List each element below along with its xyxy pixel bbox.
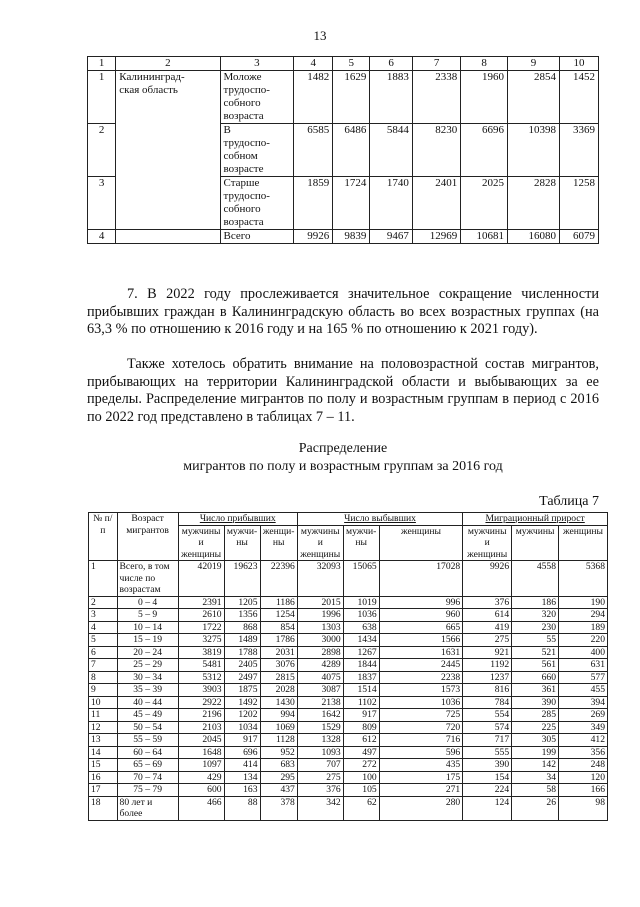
value-cell: 5481 bbox=[178, 659, 224, 672]
value-cell: 1642 bbox=[297, 709, 343, 722]
value-cell: 707 bbox=[297, 759, 343, 772]
table-header-row bbox=[88, 57, 599, 71]
table-row bbox=[89, 784, 608, 797]
header-age-cell: Возраст мигрантов bbox=[117, 513, 178, 561]
table-row bbox=[89, 634, 608, 647]
value-cell: 320 bbox=[512, 609, 559, 622]
column-number-cell: 5 bbox=[333, 57, 370, 71]
value-cell: 696 bbox=[224, 746, 260, 759]
row-number-cell: 3 bbox=[88, 177, 116, 230]
value-cell: 1069 bbox=[260, 721, 297, 734]
table-label: Таблица 7 bbox=[539, 494, 599, 509]
value-cell: 294 bbox=[559, 609, 608, 622]
value-cell: 854 bbox=[260, 621, 297, 634]
value-cell: 390 bbox=[512, 696, 559, 709]
column-number-cell: 4 bbox=[294, 57, 333, 71]
value-cell: 600 bbox=[178, 784, 224, 797]
value-cell: 1724 bbox=[333, 177, 370, 230]
row-number-cell: 10 bbox=[89, 696, 118, 709]
value-cell: 42019 bbox=[178, 561, 224, 597]
row-number-cell: 2 bbox=[88, 124, 116, 177]
age-cell: 15 – 19 bbox=[117, 634, 178, 647]
value-cell: 220 bbox=[559, 634, 608, 647]
value-cell: 10398 bbox=[507, 124, 559, 177]
value-cell: 1489 bbox=[224, 634, 260, 647]
value-cell: 105 bbox=[343, 784, 379, 797]
table-row bbox=[89, 609, 608, 622]
table-row bbox=[88, 71, 599, 124]
value-cell: 349 bbox=[559, 721, 608, 734]
value-cell: 1996 bbox=[297, 609, 343, 622]
value-cell: 554 bbox=[463, 709, 512, 722]
value-cell: 230 bbox=[512, 621, 559, 634]
value-cell: 275 bbox=[463, 634, 512, 647]
value-cell: 2610 bbox=[178, 609, 224, 622]
subheader-cell: мужчи-ны bbox=[224, 525, 260, 561]
row-number-cell: 1 bbox=[89, 561, 118, 597]
value-cell: 1303 bbox=[297, 621, 343, 634]
value-cell: 1514 bbox=[343, 684, 379, 697]
value-cell: 717 bbox=[463, 734, 512, 747]
subheader-cell: мужчины и женщины bbox=[463, 525, 512, 561]
value-cell: 921 bbox=[463, 646, 512, 659]
value-cell: 2015 bbox=[297, 596, 343, 609]
value-cell: 6079 bbox=[560, 230, 599, 244]
value-cell: 9839 bbox=[333, 230, 370, 244]
value-cell: 5368 bbox=[559, 561, 608, 597]
table-row bbox=[89, 721, 608, 734]
value-cell: 1356 bbox=[224, 609, 260, 622]
value-cell: 1960 bbox=[461, 71, 508, 124]
value-cell: 295 bbox=[260, 771, 297, 784]
age-cell: 60 – 64 bbox=[117, 746, 178, 759]
value-cell: 574 bbox=[463, 721, 512, 734]
row-number-cell: 18 bbox=[89, 796, 118, 820]
value-cell: 3369 bbox=[560, 124, 599, 177]
subheader-cell: женщины bbox=[379, 525, 463, 561]
row-number-cell: 17 bbox=[89, 784, 118, 797]
age-cell: 35 – 39 bbox=[117, 684, 178, 697]
value-cell: 1566 bbox=[379, 634, 463, 647]
value-cell: 437 bbox=[260, 784, 297, 797]
table-row bbox=[89, 759, 608, 772]
value-cell: 1102 bbox=[343, 696, 379, 709]
value-cell: 280 bbox=[379, 796, 463, 820]
age-group-cell: Старше трудоспо- собного возраста bbox=[220, 177, 294, 230]
value-cell: 2497 bbox=[224, 671, 260, 684]
value-cell: 2238 bbox=[379, 671, 463, 684]
value-cell: 271 bbox=[379, 784, 463, 797]
value-cell: 5312 bbox=[178, 671, 224, 684]
subheader-cell: мужчи-ны bbox=[343, 525, 379, 561]
value-cell: 2815 bbox=[260, 671, 297, 684]
value-cell: 275 bbox=[297, 771, 343, 784]
column-number-cell: 9 bbox=[507, 57, 559, 71]
value-cell: 660 bbox=[512, 671, 559, 684]
value-cell: 1019 bbox=[343, 596, 379, 609]
value-cell: 1128 bbox=[260, 734, 297, 747]
value-cell: 100 bbox=[343, 771, 379, 784]
value-cell: 2854 bbox=[507, 71, 559, 124]
value-cell: 994 bbox=[260, 709, 297, 722]
value-cell: 521 bbox=[512, 646, 559, 659]
age-cell: 70 – 74 bbox=[117, 771, 178, 784]
value-cell: 17028 bbox=[379, 561, 463, 597]
value-cell: 55 bbox=[512, 634, 559, 647]
row-number-cell: 15 bbox=[89, 759, 118, 772]
value-cell: 2196 bbox=[178, 709, 224, 722]
column-number-cell: 3 bbox=[220, 57, 294, 71]
region-cell bbox=[116, 230, 220, 244]
value-cell: 376 bbox=[297, 784, 343, 797]
column-number-cell: 6 bbox=[370, 57, 413, 71]
value-cell: 361 bbox=[512, 684, 559, 697]
value-cell: 1202 bbox=[224, 709, 260, 722]
value-cell: 414 bbox=[224, 759, 260, 772]
age-cell: 50 – 54 bbox=[117, 721, 178, 734]
value-cell: 1740 bbox=[370, 177, 413, 230]
row-number-cell: 8 bbox=[89, 671, 118, 684]
value-cell: 1629 bbox=[333, 71, 370, 124]
value-cell: 784 bbox=[463, 696, 512, 709]
table-row bbox=[89, 659, 608, 672]
subheader-cell: мужчины и женщины bbox=[178, 525, 224, 561]
age-group-table bbox=[87, 56, 599, 244]
value-cell: 4289 bbox=[297, 659, 343, 672]
value-cell: 19623 bbox=[224, 561, 260, 597]
value-cell: 62 bbox=[343, 796, 379, 820]
value-cell: 6486 bbox=[333, 124, 370, 177]
value-cell: 631 bbox=[559, 659, 608, 672]
value-cell: 725 bbox=[379, 709, 463, 722]
value-cell: 561 bbox=[512, 659, 559, 672]
subheader-cell: мужчины bbox=[512, 525, 559, 561]
value-cell: 596 bbox=[379, 746, 463, 759]
value-cell: 3903 bbox=[178, 684, 224, 697]
value-cell: 189 bbox=[559, 621, 608, 634]
value-cell: 1254 bbox=[260, 609, 297, 622]
age-cell: 20 – 24 bbox=[117, 646, 178, 659]
column-number-cell: 2 bbox=[116, 57, 220, 71]
value-cell: 1192 bbox=[463, 659, 512, 672]
value-cell: 2922 bbox=[178, 696, 224, 709]
migrants-sex-age-table bbox=[88, 512, 608, 821]
value-cell: 22396 bbox=[260, 561, 297, 597]
value-cell: 2103 bbox=[178, 721, 224, 734]
age-cell: 80 лет и более bbox=[117, 796, 178, 820]
age-cell: 10 – 14 bbox=[117, 621, 178, 634]
row-number-cell: 3 bbox=[89, 609, 118, 622]
value-cell: 5844 bbox=[370, 124, 413, 177]
value-cell: 142 bbox=[512, 759, 559, 772]
value-cell: 356 bbox=[559, 746, 608, 759]
age-cell: 40 – 44 bbox=[117, 696, 178, 709]
table-row bbox=[89, 561, 608, 597]
value-cell: 3819 bbox=[178, 646, 224, 659]
value-cell: 1328 bbox=[297, 734, 343, 747]
age-cell: 55 – 59 bbox=[117, 734, 178, 747]
value-cell: 2338 bbox=[412, 71, 460, 124]
value-cell: 3275 bbox=[178, 634, 224, 647]
value-cell: 996 bbox=[379, 596, 463, 609]
value-cell: 435 bbox=[379, 759, 463, 772]
value-cell: 225 bbox=[512, 721, 559, 734]
value-cell: 12969 bbox=[412, 230, 460, 244]
value-cell: 1093 bbox=[297, 746, 343, 759]
subheader-cell: женщи-ны bbox=[260, 525, 297, 561]
table-row bbox=[89, 671, 608, 684]
value-cell: 1097 bbox=[178, 759, 224, 772]
row-number-cell: 13 bbox=[89, 734, 118, 747]
value-cell: 683 bbox=[260, 759, 297, 772]
value-cell: 2031 bbox=[260, 646, 297, 659]
value-cell: 6696 bbox=[461, 124, 508, 177]
value-cell: 1529 bbox=[297, 721, 343, 734]
table-row bbox=[89, 684, 608, 697]
row-number-cell: 9 bbox=[89, 684, 118, 697]
table-header-row bbox=[89, 513, 608, 526]
value-cell: 809 bbox=[343, 721, 379, 734]
value-cell: 9926 bbox=[463, 561, 512, 597]
value-cell: 34 bbox=[512, 771, 559, 784]
value-cell: 1186 bbox=[260, 596, 297, 609]
header-number-cell: № п/п bbox=[89, 513, 118, 561]
value-cell: 26 bbox=[512, 796, 559, 820]
value-cell: 1267 bbox=[343, 646, 379, 659]
value-cell: 868 bbox=[224, 621, 260, 634]
value-cell: 376 bbox=[463, 596, 512, 609]
value-cell: 1883 bbox=[370, 71, 413, 124]
row-number-cell: 2 bbox=[89, 596, 118, 609]
table-row bbox=[88, 230, 599, 244]
paragraph-1: 7. В 2022 году прослеживается значительное сокращение численности прибывших граждан в Калининградскую область во всех возрастных группах (на 63,3 % по отношению к 2016 году и на 165 % по отношению к 2021 году). bbox=[87, 286, 599, 337]
row-number-cell: 12 bbox=[89, 721, 118, 734]
value-cell: 15065 bbox=[343, 561, 379, 597]
value-cell: 952 bbox=[260, 746, 297, 759]
value-cell: 1648 bbox=[178, 746, 224, 759]
value-cell: 1844 bbox=[343, 659, 379, 672]
region-cell: Калининград- ская область bbox=[116, 71, 220, 230]
subheader-cell: мужчины и женщины bbox=[297, 525, 343, 561]
row-number-cell: 6 bbox=[89, 646, 118, 659]
value-cell: 134 bbox=[224, 771, 260, 784]
value-cell: 665 bbox=[379, 621, 463, 634]
age-cell: 75 – 79 bbox=[117, 784, 178, 797]
value-cell: 199 bbox=[512, 746, 559, 759]
value-cell: 16080 bbox=[507, 230, 559, 244]
value-cell: 154 bbox=[463, 771, 512, 784]
value-cell: 175 bbox=[379, 771, 463, 784]
value-cell: 8230 bbox=[412, 124, 460, 177]
value-cell: 32093 bbox=[297, 561, 343, 597]
table-row bbox=[89, 771, 608, 784]
value-cell: 917 bbox=[343, 709, 379, 722]
value-cell: 2405 bbox=[224, 659, 260, 672]
value-cell: 4558 bbox=[512, 561, 559, 597]
value-cell: 124 bbox=[463, 796, 512, 820]
row-number-cell: 16 bbox=[89, 771, 118, 784]
value-cell: 1482 bbox=[294, 71, 333, 124]
value-cell: 248 bbox=[559, 759, 608, 772]
age-cell: 65 – 69 bbox=[117, 759, 178, 772]
header-arrived-cell: Число прибывших bbox=[178, 513, 297, 526]
value-cell: 614 bbox=[463, 609, 512, 622]
value-cell: 9926 bbox=[294, 230, 333, 244]
table-row bbox=[89, 796, 608, 820]
value-cell: 4075 bbox=[297, 671, 343, 684]
value-cell: 342 bbox=[297, 796, 343, 820]
value-cell: 577 bbox=[559, 671, 608, 684]
value-cell: 1859 bbox=[294, 177, 333, 230]
value-cell: 2445 bbox=[379, 659, 463, 672]
value-cell: 190 bbox=[559, 596, 608, 609]
row-number-cell: 4 bbox=[89, 621, 118, 634]
value-cell: 1722 bbox=[178, 621, 224, 634]
page-number: 13 bbox=[313, 28, 327, 43]
value-cell: 9467 bbox=[370, 230, 413, 244]
age-group-cell: Моложе трудоспо- собного возраста bbox=[220, 71, 294, 124]
value-cell: 1034 bbox=[224, 721, 260, 734]
value-cell: 3076 bbox=[260, 659, 297, 672]
value-cell: 305 bbox=[512, 734, 559, 747]
age-cell: Всего, в том числе по возрастам bbox=[117, 561, 178, 597]
value-cell: 1036 bbox=[343, 609, 379, 622]
value-cell: 1837 bbox=[343, 671, 379, 684]
value-cell: 2401 bbox=[412, 177, 460, 230]
column-number-cell: 10 bbox=[560, 57, 599, 71]
value-cell: 1788 bbox=[224, 646, 260, 659]
age-cell: 45 – 49 bbox=[117, 709, 178, 722]
value-cell: 98 bbox=[559, 796, 608, 820]
age-group-cell: В трудоспо- собном возрасте bbox=[220, 124, 294, 177]
value-cell: 224 bbox=[463, 784, 512, 797]
value-cell: 269 bbox=[559, 709, 608, 722]
value-cell: 394 bbox=[559, 696, 608, 709]
value-cell: 3087 bbox=[297, 684, 343, 697]
value-cell: 285 bbox=[512, 709, 559, 722]
value-cell: 6585 bbox=[294, 124, 333, 177]
value-cell: 390 bbox=[463, 759, 512, 772]
value-cell: 816 bbox=[463, 684, 512, 697]
age-group-cell: Всего bbox=[220, 230, 294, 244]
column-number-cell: 1 bbox=[88, 57, 116, 71]
value-cell: 1631 bbox=[379, 646, 463, 659]
row-number-cell: 14 bbox=[89, 746, 118, 759]
value-cell: 555 bbox=[463, 746, 512, 759]
value-cell: 1875 bbox=[224, 684, 260, 697]
value-cell: 1036 bbox=[379, 696, 463, 709]
value-cell: 2025 bbox=[461, 177, 508, 230]
value-cell: 88 bbox=[224, 796, 260, 820]
value-cell: 455 bbox=[559, 684, 608, 697]
row-number-cell: 5 bbox=[89, 634, 118, 647]
value-cell: 186 bbox=[512, 596, 559, 609]
value-cell: 412 bbox=[559, 734, 608, 747]
table-row bbox=[89, 696, 608, 709]
value-cell: 1573 bbox=[379, 684, 463, 697]
row-number-cell: 11 bbox=[89, 709, 118, 722]
value-cell: 716 bbox=[379, 734, 463, 747]
age-cell: 5 – 9 bbox=[117, 609, 178, 622]
value-cell: 2898 bbox=[297, 646, 343, 659]
value-cell: 638 bbox=[343, 621, 379, 634]
value-cell: 497 bbox=[343, 746, 379, 759]
subheader-cell: женщины bbox=[559, 525, 608, 561]
header-growth-cell: Миграционный прирост bbox=[463, 513, 608, 526]
caption-subtitle: мигрантов по полу и возрастным группам за 2016 год bbox=[183, 459, 503, 474]
value-cell: 120 bbox=[559, 771, 608, 784]
value-cell: 2138 bbox=[297, 696, 343, 709]
value-cell: 2391 bbox=[178, 596, 224, 609]
value-cell: 720 bbox=[379, 721, 463, 734]
table-row bbox=[89, 621, 608, 634]
value-cell: 58 bbox=[512, 784, 559, 797]
value-cell: 2028 bbox=[260, 684, 297, 697]
caption-title: Распределение bbox=[298, 441, 388, 456]
value-cell: 1258 bbox=[560, 177, 599, 230]
row-number-cell: 4 bbox=[88, 230, 116, 244]
value-cell: 378 bbox=[260, 796, 297, 820]
value-cell: 1430 bbox=[260, 696, 297, 709]
value-cell: 166 bbox=[559, 784, 608, 797]
paragraph-2: Также хотелось обратить внимание на половозрастной состав мигрантов, прибывающих на территории Калининградской области и выбывающих за ее пределы. Распределение мигрантов по полу и возрастным группам в период с 2016 по 2022 год представлено в таблицах 7 – 11. bbox=[87, 356, 599, 425]
row-number-cell: 7 bbox=[89, 659, 118, 672]
age-cell: 0 – 4 bbox=[117, 596, 178, 609]
age-cell: 30 – 34 bbox=[117, 671, 178, 684]
age-cell: 25 – 29 bbox=[117, 659, 178, 672]
value-cell: 429 bbox=[178, 771, 224, 784]
value-cell: 3000 bbox=[297, 634, 343, 647]
table-row bbox=[89, 746, 608, 759]
value-cell: 2828 bbox=[507, 177, 559, 230]
value-cell: 1786 bbox=[260, 634, 297, 647]
column-number-cell: 7 bbox=[412, 57, 460, 71]
header-departed-cell: Число выбывших bbox=[297, 513, 462, 526]
column-number-cell: 8 bbox=[461, 57, 508, 71]
value-cell: 917 bbox=[224, 734, 260, 747]
value-cell: 1237 bbox=[463, 671, 512, 684]
value-cell: 400 bbox=[559, 646, 608, 659]
value-cell: 1492 bbox=[224, 696, 260, 709]
table-row bbox=[89, 596, 608, 609]
value-cell: 960 bbox=[379, 609, 463, 622]
value-cell: 1434 bbox=[343, 634, 379, 647]
value-cell: 419 bbox=[463, 621, 512, 634]
table-row bbox=[89, 709, 608, 722]
value-cell: 272 bbox=[343, 759, 379, 772]
table-row bbox=[89, 646, 608, 659]
value-cell: 1205 bbox=[224, 596, 260, 609]
value-cell: 466 bbox=[178, 796, 224, 820]
value-cell: 1452 bbox=[560, 71, 599, 124]
value-cell: 163 bbox=[224, 784, 260, 797]
row-number-cell: 1 bbox=[88, 71, 116, 124]
value-cell: 10681 bbox=[461, 230, 508, 244]
value-cell: 2045 bbox=[178, 734, 224, 747]
value-cell: 612 bbox=[343, 734, 379, 747]
table-row bbox=[89, 734, 608, 747]
